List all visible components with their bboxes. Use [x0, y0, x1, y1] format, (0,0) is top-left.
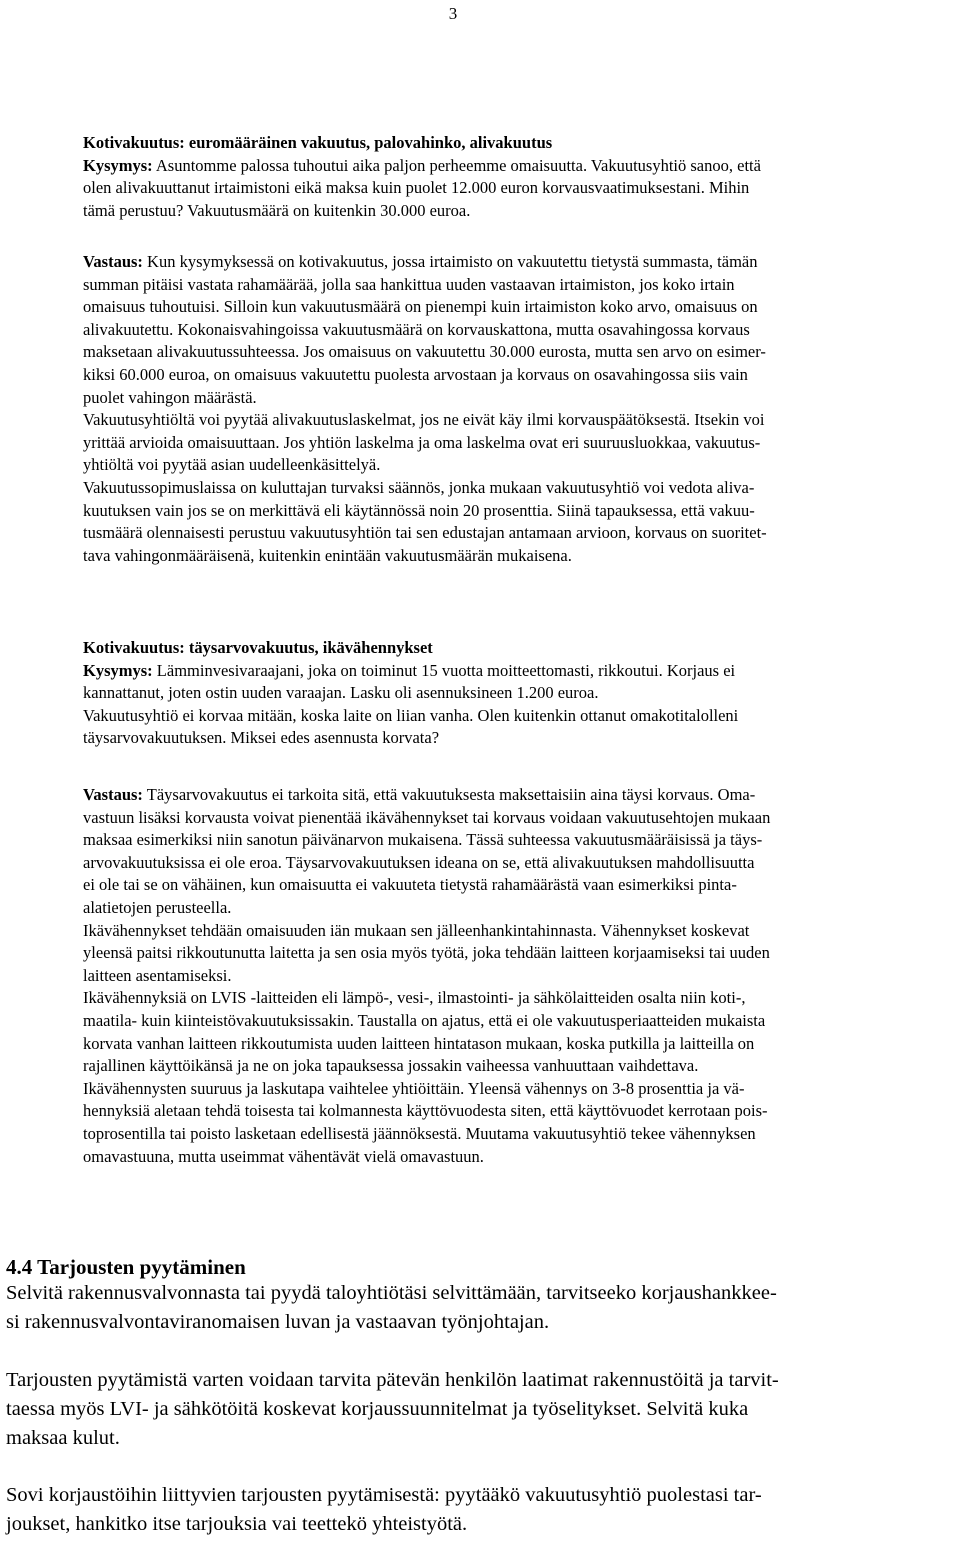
section-p2-line: maksaa kulut.	[6, 1426, 120, 1449]
faq2-answer-line: alatietojen perusteella.	[83, 897, 232, 917]
faq2-question-line: kannattanut, joten ostin uuden varaajan. Lasku oli asennuksineen 1.200 euroa.	[83, 683, 599, 703]
section-paragraph-2	[6, 1366, 956, 1452]
faq1-answer-line: yrittää arvioida omaisuuttaan. Jos yhtiön laskelma ja oma laskelma ovat eri suuruusluokkaa, vakuutus-	[83, 432, 761, 452]
faq1-question-line: tämä perustuu? Vakuutusmäärä on kuitenkin 30.000 euroa.	[83, 200, 471, 220]
faq2-answer-line: omavastuuna, mutta useimmat vähentävät vielä omavastuun.	[83, 1146, 484, 1166]
faq2-answer-label: Vastaus:	[83, 785, 143, 804]
section-p3-line: joukset, hankitko itse tarjouksia vai teettekö yhteistyötä.	[6, 1512, 468, 1535]
section-p2-line: Tarjousten pyytämistä varten voidaan tarvita pätevän henkilön laatimat rakennustöitä ja tarvit-	[6, 1369, 779, 1391]
faq2-answer-block	[83, 784, 960, 1168]
section-p1-line: Selvitä rakennusvalvonnasta tai pyydä taloyhtiötäsi selvittämään, tarvitseeko korjaushankkee-	[6, 1282, 777, 1304]
faq1-answer-line: kiksi 60.000 euroa, on omaisuus vakuutettu puolesta arvostaan ja korvaus on osavahingossa siis vain	[83, 364, 748, 384]
section-paragraph-1	[6, 1279, 956, 1337]
faq1-answer-block	[83, 251, 960, 567]
faq1-answer-label: Vastaus:	[83, 252, 143, 271]
faq2-answer-line: maatila- kuin kiinteistövakuutuksissakin. Taustalla on ajatus, että ei ole vakuutusperiaatteiden mukaista	[83, 1010, 766, 1030]
faq1-answer-line: omaisuus tuhoutuisi. Silloin kun vakuutusmäärä on pienempi kuin irtaimiston koko arvo, omaisuus on	[83, 297, 758, 317]
faq1-answer-line: Vakuutussopimuslaissa on kuluttajan turvaksi säännös, jonka mukaan vakuutusyhtiö voi vedota aliva-	[83, 477, 755, 497]
faq1-answer-line: Vakuutusyhtiöltä voi pyytää alivakuutuslaskelmat, jos ne eivät käy ilmi korvauspäätöksestä. Itsekin voi	[83, 410, 765, 430]
faq1-answer-line: puolet vahingon määrästä.	[83, 387, 257, 407]
faq1-question-block	[83, 132, 960, 222]
section-p2-line: taessa myös LVI- ja sähkötöitä koskevat korjaussuunnitelmat ja työselitykset. Selvitä kuka	[6, 1397, 749, 1420]
faq2-answer-line: hennyksiä aletaan tehdä toisesta tai kolmannesta käyttövuodesta siten, että käyttövuodet kerrotaan pois-	[83, 1101, 768, 1121]
faq2-question-label: Kysymys:	[83, 660, 153, 680]
faq1-answer-line: summan pitäisi vastata rahamäärää, jolla saa hankittua uuden vastaavan irtaimiston, jos koko irtain	[83, 274, 735, 294]
faq2-question-line: Kysymys: Lämminvesivaraajani, joka on toiminut 15 vuotta moitteettomasti, rikkoutui. Korjaus ei	[83, 660, 736, 680]
faq1-answer-line: tusmäärä olennaisesti perustuu vakuutusyhtiön tai sen edustajan antamaan arvioon, korvaus on suoritet-	[83, 523, 767, 543]
faq1-answer-line: Vastaus: Kun kysymyksessä on kotivakuutus, jossa irtaimisto on vakuutettu tietystä summasta, tämän	[83, 252, 758, 271]
faq2-question-block	[83, 637, 960, 750]
faq2-answer-line: Ikävähennysten suuruus ja laskutapa vaihtelee yhtiöittäin. Yleensä vähennys on 3-8 prosenttia ja vä-	[83, 1078, 745, 1098]
faq2-answer-line: Ikävähennyksiä on LVIS -laitteiden eli lämpö-, vesi-, ilmastointi- ja sähkölaitteiden osalta niin koti-,	[83, 988, 746, 1008]
faq1-question-line: olen alivakuuttanut irtaimistoni eikä maksa kuin puolet 12.000 euron korvausvaatimuksestani. Mihin	[83, 178, 750, 198]
faq2-answer-line: yleensä paitsi rikkoutunutta laitetta ja sen osia myös työtä, joka tehdään laitteen korjaamiseksi tai uuden	[83, 943, 770, 963]
faq2-answer-line: Ikävähennykset tehdään omaisuuden iän mukaan sen jälleenhankintahinnasta. Vähennykset koskevat	[83, 920, 750, 940]
faq2-answer-line: maksaa esimerkiksi niin sanotun päivänarvon mukaisena. Tässä suhteessa vakuutusmääräisissä ja täys-	[83, 830, 763, 850]
faq1-answer-line: maksetaan alivakuutussuhteessa. Jos omaisuus on vakuutettu 30.000 eurosta, mutta sen arvo on esimer-	[83, 342, 766, 362]
section-p3-line: Sovi korjaustöihin liittyvien tarjousten pyytämisestä: pyytääkö vakuutusyhtiö puolestasi tar-	[6, 1484, 762, 1506]
faq1-answer-line: alivakuutettu. Kokonaisvahingoissa vakuutusmäärä on korvauskattona, mutta osavahingossa korvaus	[83, 319, 750, 339]
faq2-answer-line: Vastaus: Täysarvovakuutus ei tarkoita sitä, että vakuutuksesta maksettaisiin aina täysi korvaus. Oma-	[83, 785, 756, 804]
section-heading: 4.4 Tarjousten pyytäminen	[6, 1255, 246, 1279]
page-number: 3	[448, 4, 458, 23]
section-paragraph-3	[6, 1481, 956, 1539]
faq2-answer-line: vastuun lisäksi korvausta voivat pienentää ikävähennykset tai korvaus voidaan vakuutusehtojen mukaan	[83, 807, 771, 827]
faq1-answer-line: kuutuksen vain jos se on merkittävä eli käytännössä noin 20 prosenttia. Siinä tapauksessa, että vakuu-	[83, 500, 755, 520]
faq1-answer-line: tava vahingonmääräisenä, kuitenkin enintään vakuutusmäärän mukaisena.	[83, 545, 572, 565]
faq1-question-label: Kysymys:	[83, 155, 153, 175]
faq2-answer-line: toprosentilla tai poisto lasketaan edellisestä jäännöksestä. Muutama vakuutusyhtiö tekee vähennyksen	[83, 1123, 756, 1143]
faq2-question-line: täysarvovakuutuksen. Miksei edes asennusta korvata?	[83, 728, 440, 748]
faq2-answer-line: korvata vanhan laitteen rikkoutumista uuden laitteen hintatason mukaan, koska putkilla ja laitteilla on	[83, 1033, 755, 1053]
faq2-answer-line: laitteen asentamiseksi.	[83, 965, 232, 985]
faq2-answer-line: ei ole tai se on vähäinen, kun omaisuutta ei vakuuteta tietystä rahamäärästä vaan esimerkiksi pinta-	[83, 875, 737, 895]
faq1-title: Kotivakuutus: euromääräinen vakuutus, palovahinko, alivakuutus	[83, 133, 553, 152]
faq2-question-line: Vakuutusyhtiö ei korvaa mitään, koska laite on liian vanha. Olen kuitenkin ottanut omakotitalolleni	[83, 705, 739, 725]
faq1-question-line: Kysymys: Asuntomme palossa tuhoutui aika paljon perheemme omaisuutta. Vakuutusyhtiö sanoo, että	[83, 155, 761, 175]
faq2-title: Kotivakuutus: täysarvovakuutus, ikävähennykset	[83, 638, 433, 657]
faq2-answer-line: rajallinen käyttöikänsä ja ne on joka tapauksessa jossakin vaiheessa vanhuuttaan vaihdettava.	[83, 1056, 699, 1076]
faq2-answer-line: arvovakuutuksissa ei ole eroa. Täysarvovakuutuksen ideana on se, että alivakuutuksen mahdollisuutta	[83, 852, 755, 872]
section-p1-line: si rakennusvalvontaviranomaisen luvan ja vastaavan työnjohtajan.	[6, 1310, 550, 1333]
faq1-answer-line: yhtiöltä voi pyytää asian uudelleenkäsittelyä.	[83, 455, 381, 475]
